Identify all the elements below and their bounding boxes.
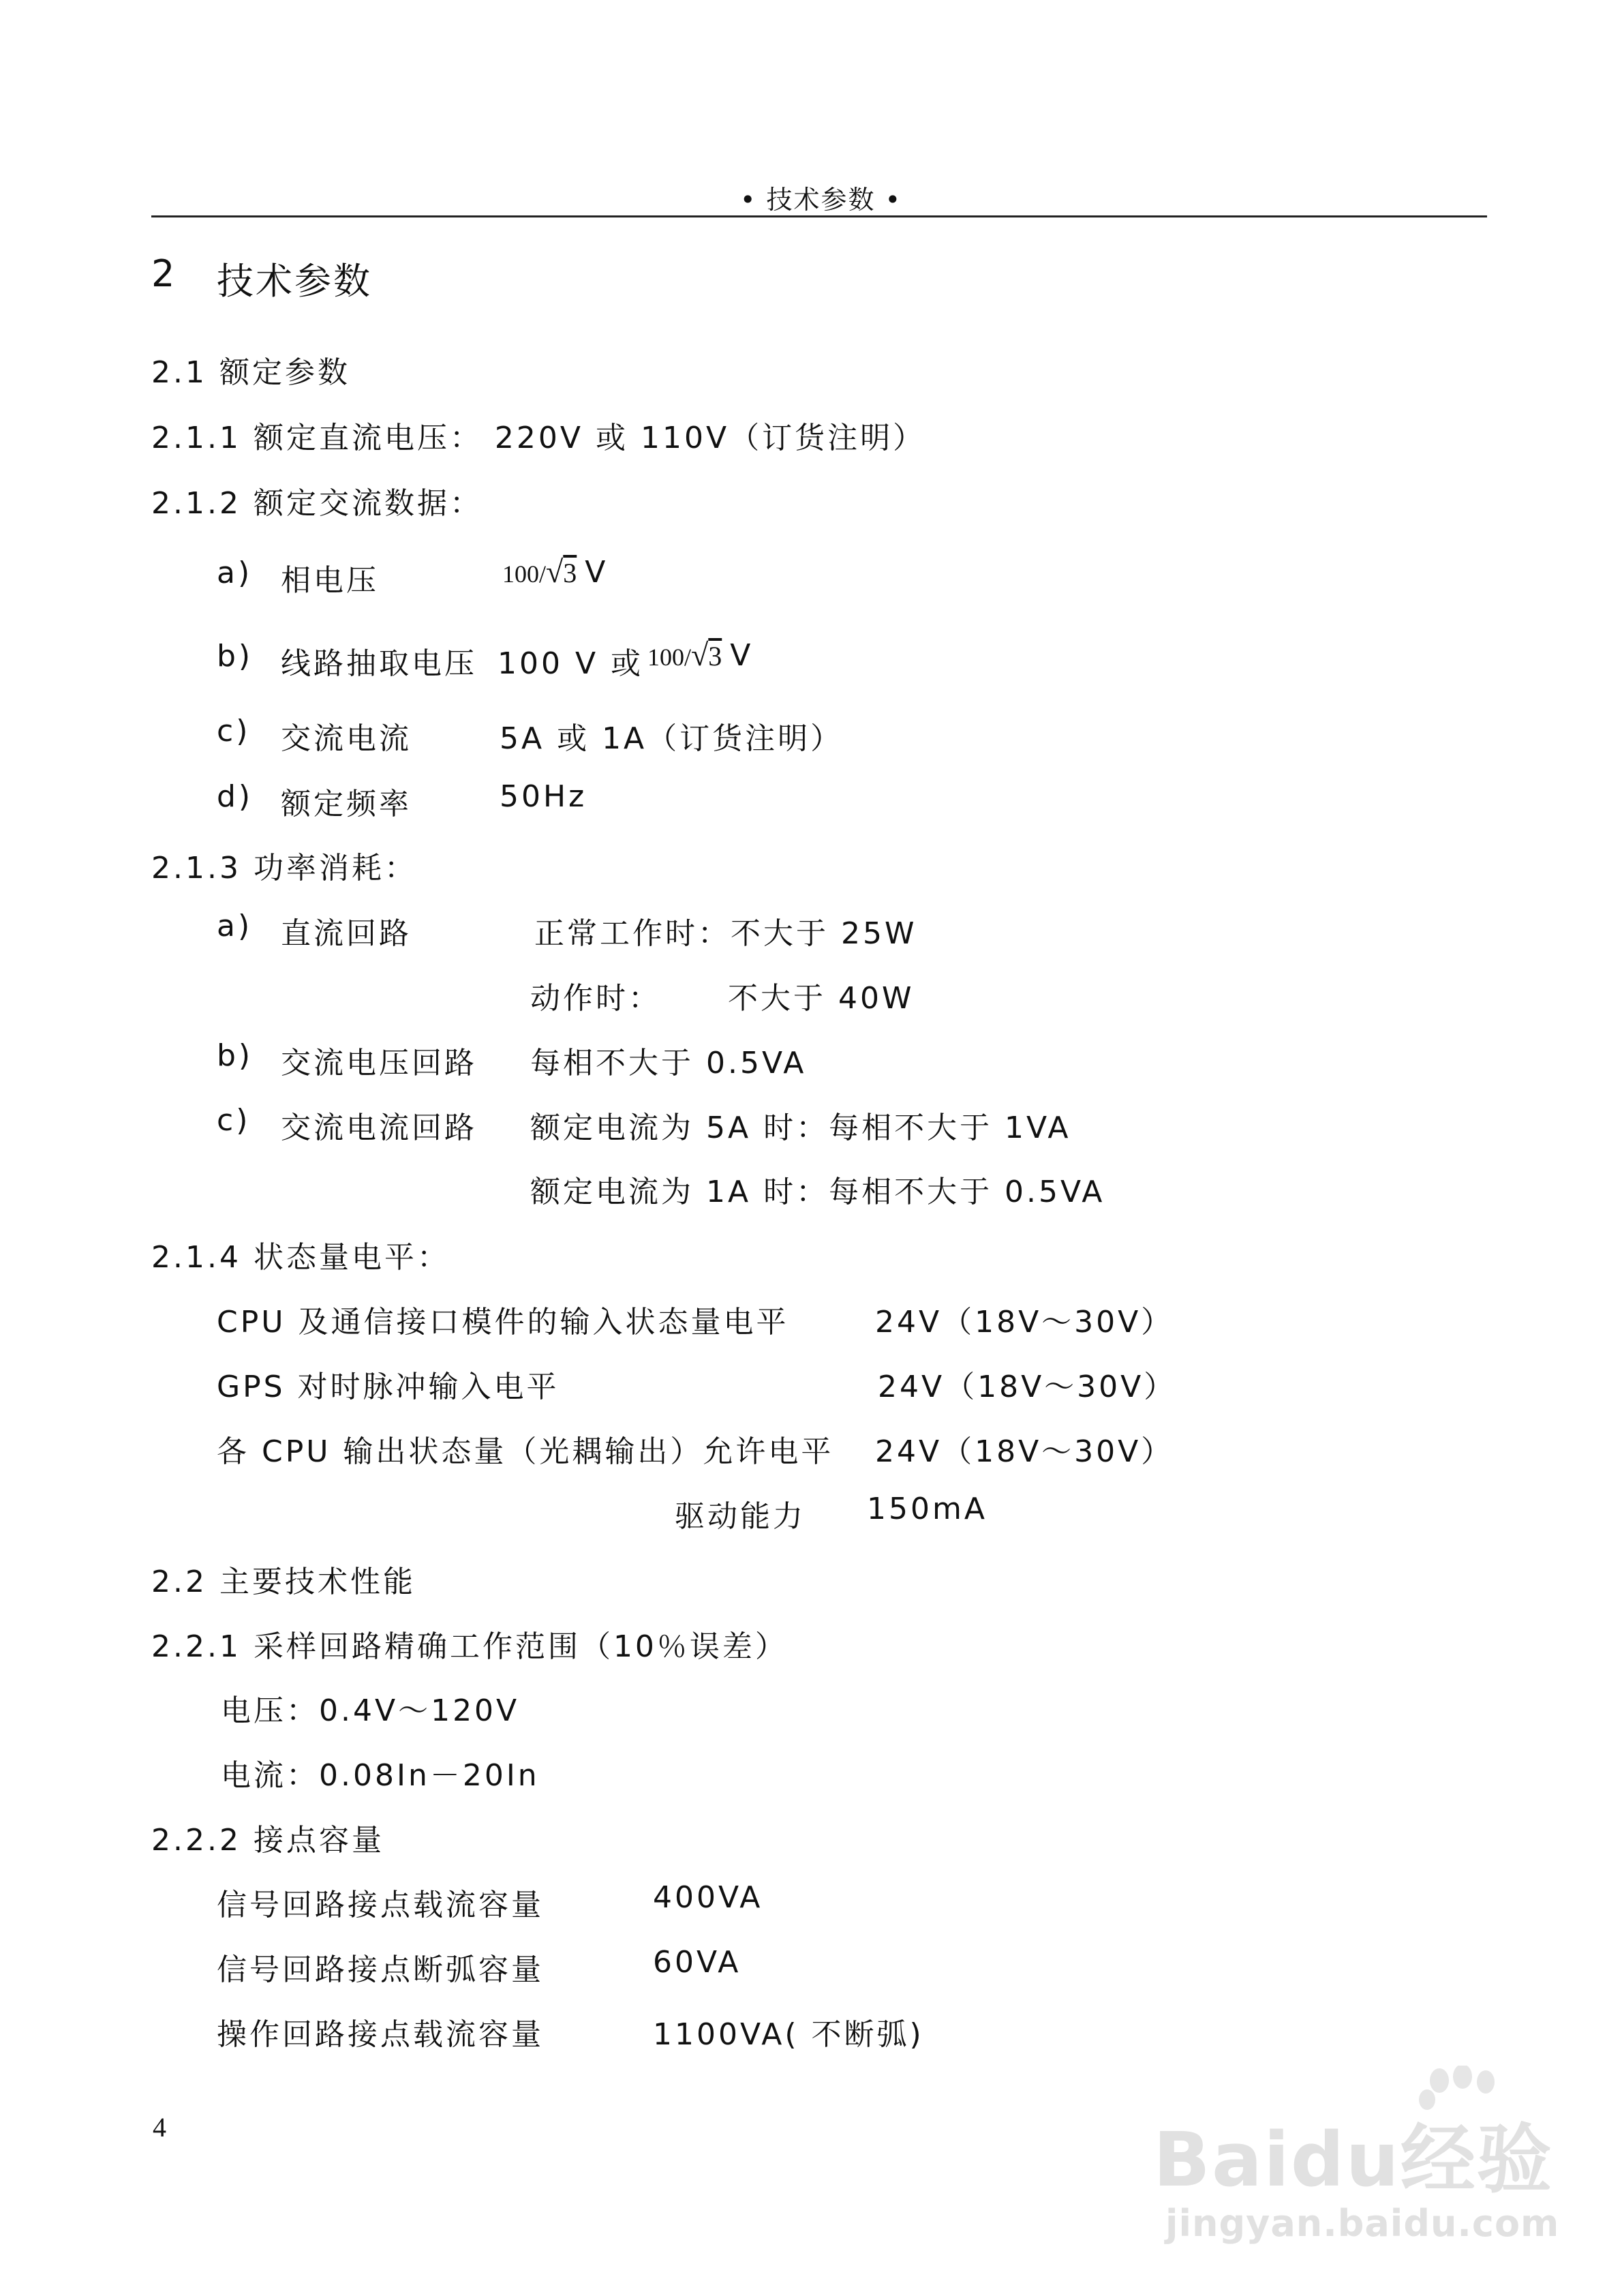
- phase-voltage-value: 100/√3 V: [502, 554, 609, 590]
- list-key-c: c): [217, 1103, 251, 1138]
- list-key-a: a): [217, 556, 253, 590]
- status-level-label: 各 CPU 输出状态量（光耦输出）允许电平: [217, 1434, 834, 1469]
- ac-current-5a-value: 额定电流为 5A 时：每相不大于 1VA: [530, 1111, 1071, 1145]
- status-level-value: 24V（18V～30V）: [875, 1434, 1174, 1469]
- line-voltage-label: 线路抽取电压: [281, 646, 477, 681]
- chapter-number: 2: [151, 252, 177, 295]
- header-rule: [151, 215, 1487, 217]
- contact-capacity-value: 1100VA( 不断弧): [653, 2017, 924, 2052]
- contact-capacity-value: 60VA: [653, 1945, 741, 1980]
- ac-voltage-circuit-value: 每相不大于 0.5VA: [530, 1046, 807, 1081]
- phase-voltage-label: 相电压: [281, 563, 379, 598]
- contact-capacity-value: 400VA: [653, 1880, 763, 1915]
- list-key-b: b): [217, 1038, 254, 1073]
- list-key-a: a): [217, 909, 253, 943]
- rated-frequency-label: 额定频率: [281, 787, 412, 821]
- section-heading-2-2-1: 2.2.1 采样回路精确工作范围（10％误差）: [151, 1629, 788, 1664]
- dc-circuit-label: 直流回路: [281, 916, 412, 951]
- watermark-url: jingyan.baidu.com: [1165, 2202, 1560, 2245]
- contact-capacity-label: 信号回路接点载流容量: [217, 1888, 544, 1922]
- ac-voltage-circuit-label: 交流电压回路: [281, 1046, 477, 1081]
- section-heading-2-1-3: 2.1.3 功率消耗：: [151, 851, 417, 886]
- list-key-c: c): [217, 714, 251, 749]
- list-key-b: b): [217, 639, 254, 674]
- dc-normal-consumption: 正常工作时：不大于 25W: [534, 916, 917, 951]
- status-level-label: CPU 及通信接口模件的输入状态量电平: [217, 1305, 789, 1340]
- section-heading-2-1-2: 2.1.2 额定交流数据：: [151, 486, 483, 521]
- dc-operating-value: 不大于 40W: [728, 981, 915, 1016]
- contact-capacity-label: 信号回路接点断弧容量: [217, 1952, 544, 1987]
- ac-current-value: 5A 或 1A（订货注明）: [500, 721, 844, 756]
- page-number: 4: [153, 2112, 166, 2143]
- rated-frequency-value: 50Hz: [500, 779, 587, 814]
- chapter-title: 技术参数: [217, 260, 372, 303]
- dc-operating-label: 动作时：: [530, 981, 661, 1016]
- drive-capability-label: 驱动能力: [675, 1499, 806, 1534]
- ac-current-1a-value: 额定电流为 1A 时：每相不大于 0.5VA: [530, 1175, 1105, 1209]
- ac-current-label: 交流电流: [281, 721, 412, 756]
- watermark-brand: Baidu经验: [1153, 2116, 1553, 2203]
- voltage-range: 电压：0.4V～120V: [221, 1693, 520, 1728]
- ac-current-circuit-label: 交流电流回路: [281, 1111, 477, 1145]
- section-heading-2-2: 2.2 主要技术性能: [151, 1565, 416, 1599]
- contact-capacity-label: 操作回路接点载流容量: [217, 2017, 544, 2052]
- current-range: 电流：0.08In－20In: [221, 1758, 540, 1793]
- status-level-label: GPS 对时脉冲输入电平: [217, 1370, 560, 1404]
- running-header: • 技术参数 •: [740, 185, 902, 215]
- line-voltage-value: 100 V 或: [498, 646, 644, 681]
- section-heading-2-2-2: 2.2.2 接点容量: [151, 1823, 384, 1858]
- drive-capability-value: 150mA: [867, 1492, 988, 1526]
- section-heading-2-1: 2.1 额定参数: [151, 355, 350, 390]
- item-2-1-1: 2.1.1 额定直流电压： 220V 或 110V（订货注明）: [151, 421, 926, 455]
- line-voltage-alt-value: 100/√3 V: [647, 637, 754, 673]
- section-heading-2-1-4: 2.1.4 状态量电平：: [151, 1240, 450, 1275]
- status-level-value: 24V（18V～30V）: [875, 1305, 1174, 1340]
- status-level-value: 24V（18V～30V）: [878, 1370, 1177, 1404]
- list-key-d: d): [217, 779, 254, 814]
